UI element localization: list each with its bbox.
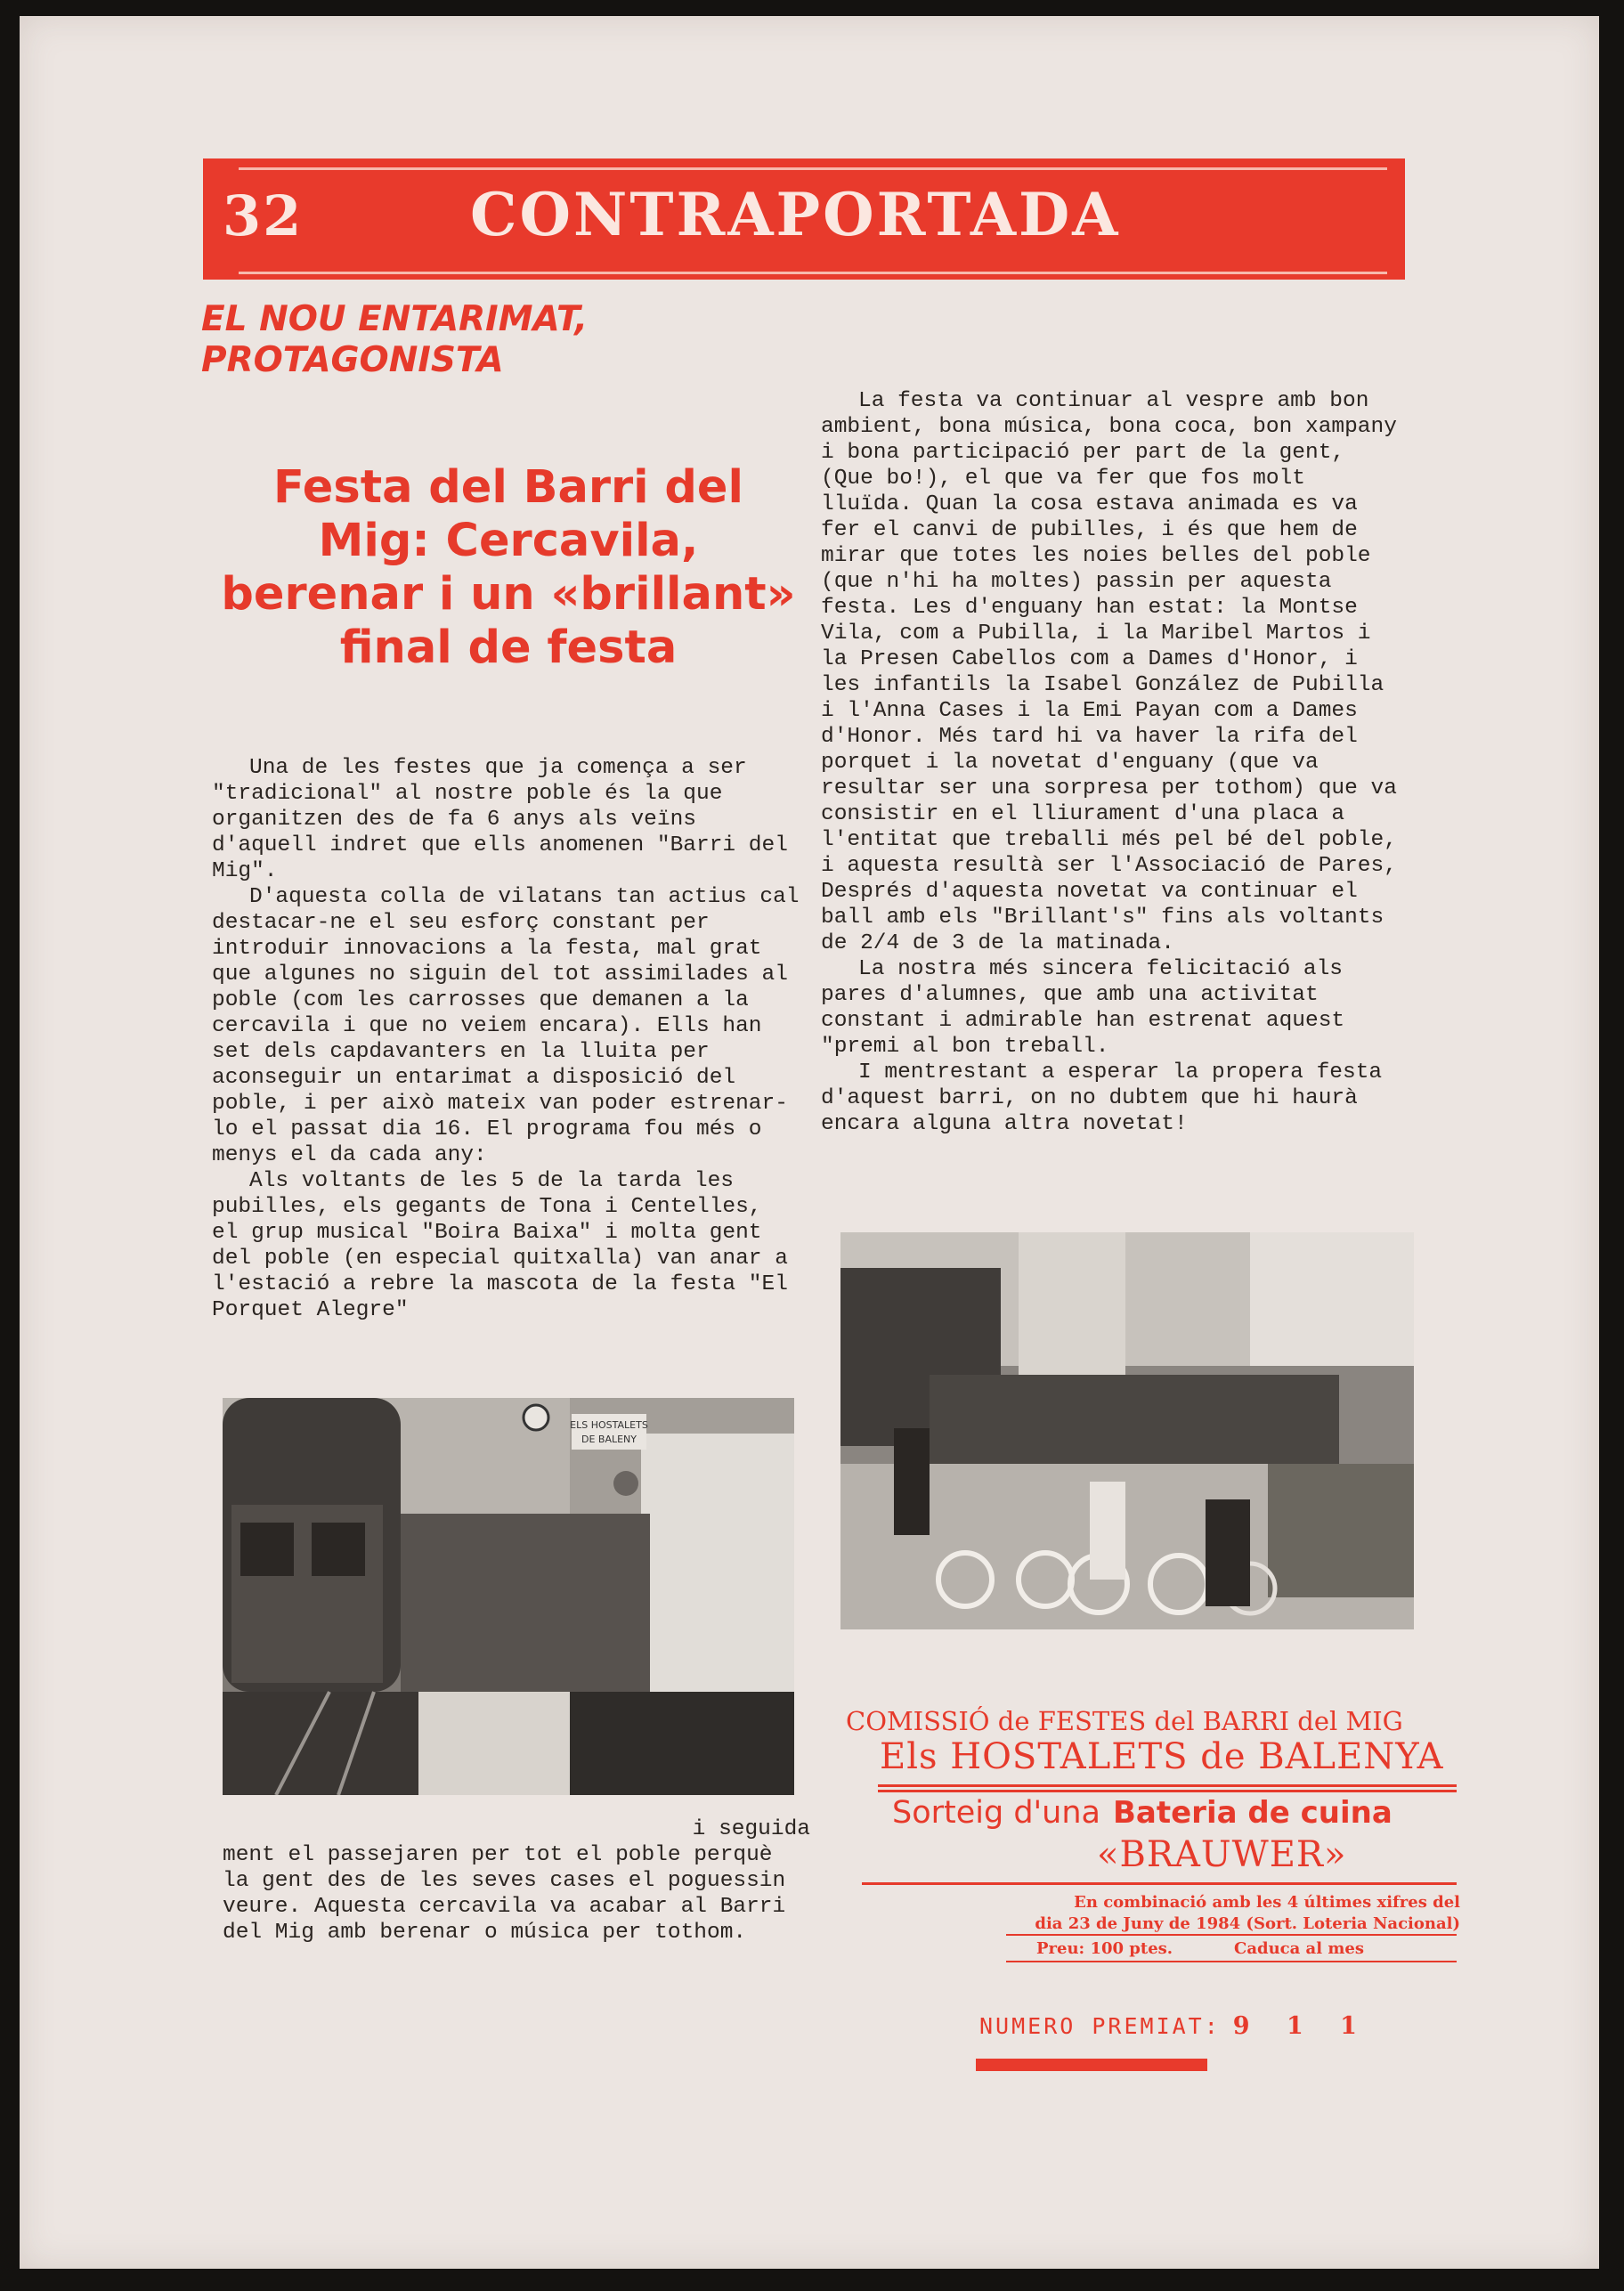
article-paragraph: I mentrestant a esperar la propera festa d'aquest barri, on no dubtem que hi haurà encara alguna altra novetat! xyxy=(821,1060,1383,1136)
article-right-column xyxy=(821,388,1409,1137)
section-header-band xyxy=(203,158,1405,280)
winning-number-value: 9 1 1 xyxy=(1232,2012,1371,2040)
winning-number-label: NUMERO PREMIAT: xyxy=(979,2013,1221,2039)
ad-raffle-prefix: Sorteig d'una xyxy=(892,1795,1100,1831)
photo-parade-image xyxy=(840,1232,1414,1629)
ad-lottery-date: dia 23 de Juny de 1984 (Sort. Loteria Nacional) xyxy=(1035,1914,1460,1933)
article-paragraph: Als voltants de les 5 de la tarda les pubilles, els gegants de Tona i Centelles, el grup musical "Boira Baixa" i molta gent del poble (en especial quitxalla) van anar a l'estació a rebre la mascota de la festa "El Porquet Alegre" xyxy=(212,1169,788,1322)
kicker-line: PROTAGONISTA xyxy=(201,340,504,380)
ad-brand: «BRAUWER» xyxy=(1097,1834,1347,1875)
ad-divider xyxy=(1006,1934,1457,1936)
article-continuation xyxy=(223,1816,810,1946)
photo-train-station xyxy=(223,1398,794,1795)
headline-line: final de festa xyxy=(339,621,678,674)
continuation-paragraph: ment el passejaren per tot el poble perquè la gent des de les seves cases el poguessin veure. Aquesta cercavila va acabar al Barri del Mig amb berenar o música per tothom. xyxy=(223,1843,786,1945)
ad-price: Preu: 100 ptes. xyxy=(1036,1939,1173,1958)
photo-train-station-image xyxy=(223,1398,794,1795)
headline-line: Mig: Cercavila, xyxy=(318,515,699,567)
article-paragraph: La nostra més sincera felicitació als pares d'alumnes, que amb una activitat constant i admirable han estrenat aquest "premi al bon treball. xyxy=(821,957,1345,1059)
ad-divider xyxy=(878,1790,1457,1792)
kicker-line: EL NOU ENTARIMAT, xyxy=(201,299,589,339)
article-paragraph: Una de les festes que ja comença a ser "tradicional" al nostre poble és la que organitzen des de fa 6 anys als veïns d'aquell indret que ells anomenen "Barri del Mig". xyxy=(212,756,788,883)
ad-divider xyxy=(862,1882,1457,1885)
photo-parade xyxy=(840,1232,1414,1629)
ad-organizer: COMISSIÓ de FESTES del BARRI del MIG xyxy=(846,1706,1403,1736)
article-left-column xyxy=(212,755,800,1323)
ad-raffle-line xyxy=(892,1795,1393,1831)
headline-line: Festa del Barri del xyxy=(272,461,743,514)
winning-number xyxy=(979,2012,1371,2040)
section-title: CONTRAPORTADA xyxy=(470,180,1121,249)
station-sign-line: DE BALENY xyxy=(581,1434,637,1445)
ad-raffle-prize: Bateria de cuina xyxy=(1113,1795,1393,1831)
ad-divider xyxy=(1006,1961,1457,1962)
headline-line: berenar i un «brillant» xyxy=(221,568,796,621)
article-headline xyxy=(205,461,812,675)
article-paragraph: D'aquesta colla de vilatans tan actius cal destacar-ne el seu esforç constant per introduir innovacions a la festa, mal grat que algunes no siguin del tot assimilades al poble (com les carrosses que demanen a la cercavila i que no veiem encara). Ells han set dels capdavanters en la lluita per aconseguir un entarimat a disposició del poble, i per això mateix van poder estrenar-lo el passat dia 16. El programa fou més o menys el da cada any: xyxy=(212,885,800,1167)
header-rule-bottom xyxy=(239,272,1387,274)
article-kicker xyxy=(201,299,700,381)
ad-town: Els HOSTALETS de BALENYA xyxy=(880,1736,1444,1777)
station-sign-line: ELS HOSTALETS xyxy=(570,1419,648,1431)
article-paragraph: La festa va continuar al vespre amb bon ambient, bona música, bona coca, bon xampany i bona participació per part de la gent, (Que bo!), el que va fer que fos molt lluïda. Quan la cosa estava animada es va fer el canvi de pubilles, i és que hem de mirar que totes les noies belles del poble (que n'hi ha moltes) passin per aquesta festa. Les d'enguany han estat: la Montse Vila, com a Pubilla, i la Maribel Martos i la Presen Cabellos com a Dames d'Honor, i les infantils la Isabel González de Pubilla i l'Anna Cases i la Emi Payan com a Dames d'Honor. Més tard hi va haver la rifa del porquet i la novetat d'enguany (que va resultar ser una sorpresa per tothom) que va consistir en el lliurament d'una placa a l'entitat que treballi més pel bé del poble, i aquesta resultà ser l'Associació de Pares, Després d'aquesta novetat va continuar el ball amb els "Brillant's" fins als voltants de 2/4 de 3 de la matinada. xyxy=(821,389,1397,955)
prize-underline-bar xyxy=(976,2059,1207,2071)
header-rule-top xyxy=(239,167,1387,170)
ad-lottery-note: En combinació amb les 4 últimes xifres del xyxy=(1074,1893,1460,1912)
ad-expiry: Caduca al mes xyxy=(1234,1939,1364,1958)
continuation-first-line: i seguida xyxy=(692,1817,810,1841)
page-number: 32 xyxy=(223,183,304,248)
ad-divider xyxy=(878,1784,1457,1787)
